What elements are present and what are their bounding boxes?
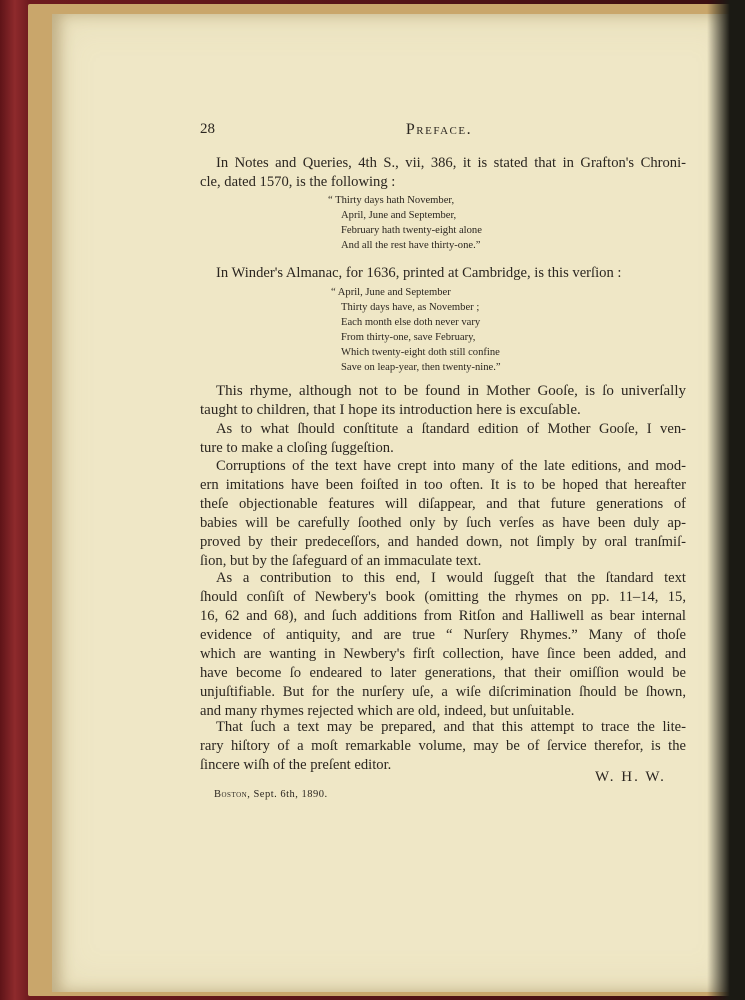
verse2-line: “ April, June and September <box>331 287 451 298</box>
body-line: and many rhymes rejected which are old, indeed, but unſuitable. <box>200 703 575 719</box>
verse2-line: Which twenty-eight doth still confine <box>341 347 500 358</box>
body-line: As a contribution to this end, I would ſuggeſt that the ſtandard text <box>216 570 686 586</box>
body-line: ern imitations have been foiſted in too often. It is to be hoped that hereafter <box>200 477 686 493</box>
body-line: unjuſtifiable. But for the nurſery uſe, a wiſe diſcrimination ſhould be ſhown, <box>200 684 686 700</box>
intro-paragraph-2 <box>216 264 660 283</box>
signature: W. H. W. <box>595 769 666 785</box>
verse1-line: April, June and September, <box>341 210 457 221</box>
intro1-line-1: In Notes and Queries, 4th S., vii, 386, it is stated that in Grafton's Chroni- <box>216 155 686 171</box>
body-paragraph-5 <box>200 718 686 775</box>
body-line: That ſuch a text may be prepared, and that this attempt to trace the lite- <box>216 719 686 735</box>
body-line: ſhould conſiſt of Newbery's book (omitting the rhymes on pp. 11–14, 15, <box>200 589 686 605</box>
intro-paragraph-1 <box>200 154 686 192</box>
verse-block-2 <box>331 285 501 375</box>
verse-block-1 <box>328 193 482 253</box>
verse1-line: February hath twenty-eight alone <box>341 225 482 236</box>
body-line: As to what ſhould conſtitute a ſtandard edition of Mother Gooſe, I ven- <box>216 421 686 437</box>
body-paragraph-3 <box>200 457 686 571</box>
running-title: Preface. <box>405 121 473 138</box>
body-line: ſion, but by the ſafeguard of an immaculate text. <box>200 553 482 569</box>
body-paragraph-4 <box>200 569 686 721</box>
dateline-date: , Sept. 6th, 1890. <box>247 789 328 800</box>
body-line: This rhyme, although not to be found in Mother Gooſe, is ſo univerſally <box>216 383 686 399</box>
right-shadow <box>707 0 745 1000</box>
verse2-line: Save on leap-year, then twenty-nine.” <box>341 362 501 373</box>
verse2-line: Thirty days have, as November ; <box>341 302 480 313</box>
page-number: 28 <box>200 121 215 137</box>
body-line: babies will be carefully ſoothed only by ſuch verſes as have been duly ap- <box>200 515 686 531</box>
dateline-place: Boston <box>214 789 248 800</box>
verse2-line: From thirty-one, save February, <box>341 332 476 343</box>
verse1-line: “ Thirty days hath November, <box>328 195 455 206</box>
body-line: taught to children, that I hope its introduction here is excuſable. <box>200 402 581 418</box>
body-line: rary hiſtory of a moſt remarkable volume, may be of ſervice therefor, is the <box>200 738 686 754</box>
body-line: ture to make a cloſing ſuggeſtion. <box>200 440 394 456</box>
body-line: evidence of antiquity, and are true “ Nurſery Rhymes.” Many of thoſe <box>200 627 686 643</box>
body-line: theſe objectionable features will diſappear, and that future generations of <box>200 496 686 512</box>
body-line: 16, 62 and 68), and ſuch additions from Ritſon and Halliwell as bear internal <box>200 608 686 624</box>
body-line: ſincere wiſh of the preſent editor. <box>200 757 392 773</box>
intro2-line: In Winder's Almanac, for 1636, printed at Cambridge, is this verſion : <box>216 265 622 281</box>
body-paragraph-2 <box>200 420 686 458</box>
body-line: have become ſo endeared to later generations, that their omiſſion would be <box>200 665 686 681</box>
body-line: which are wanting in Newbery's firſt collection, have ſince been added, and <box>200 646 686 662</box>
verse1-line: And all the rest have thirty-one.” <box>341 240 481 251</box>
body-line: proved by their predeceſſors, and handed down, not ſimply by oral tranſmiſ- <box>200 534 686 550</box>
body-paragraph-1 <box>200 382 686 420</box>
body-line: Corruptions of the text have crept into many of the late editions, and mod- <box>216 458 686 474</box>
verse2-line: Each month else doth never vary <box>341 317 481 328</box>
dateline <box>214 789 328 800</box>
intro1-line-2: cle, dated 1570, is the following : <box>200 174 396 190</box>
